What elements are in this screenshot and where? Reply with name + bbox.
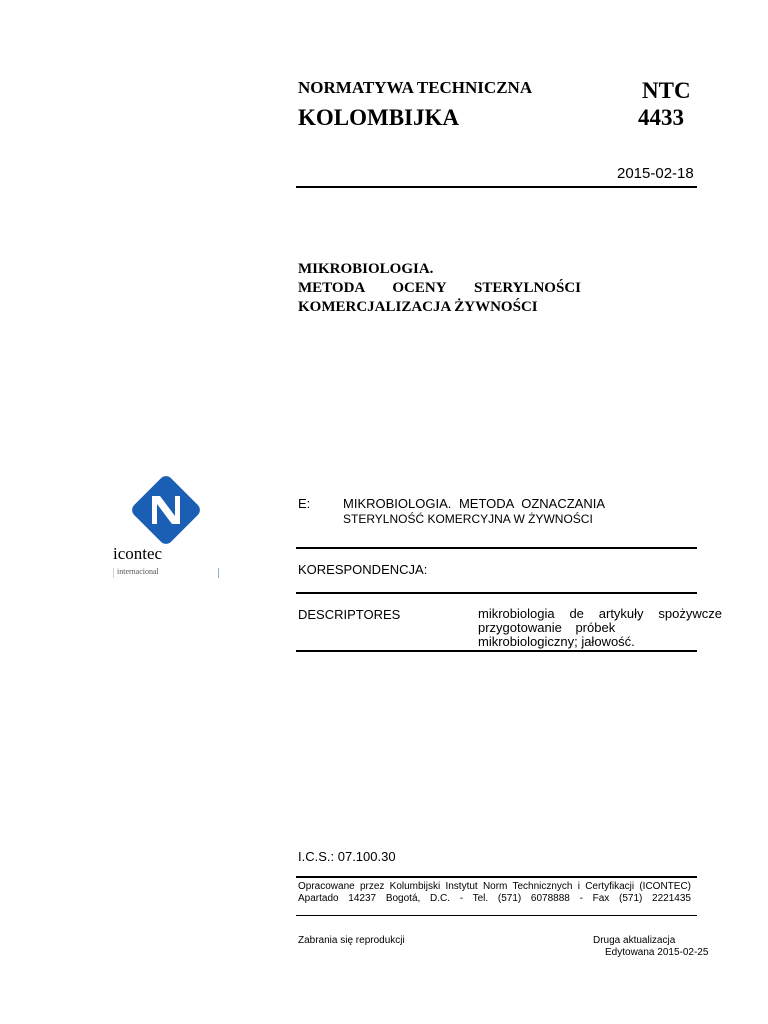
icontec-tagline: internacional: [117, 567, 159, 576]
correspondence-label: KORESPONDENCJA:: [298, 562, 428, 577]
header-divider: [296, 186, 697, 188]
descriptors-line1: mikrobiologia de artykuły spożywcze: [478, 606, 722, 621]
footer-edited: Edytowana 2015-02-25: [605, 947, 709, 958]
title-line3: KOMERCJALIZACJA ŻYWNOŚCI: [298, 299, 538, 315]
publisher-divider: [296, 915, 697, 916]
publisher-line1: Opracowane przez Kolumbijski Instytut Norm Technicznych i Certyfikacji (ICONTEC): [298, 881, 691, 892]
icontec-logo-icon: [130, 474, 202, 546]
standard-code-number: 4433: [638, 105, 684, 130]
ics-divider: [296, 876, 697, 878]
english-title-line1: MIKROBIOLOGIA. METODA OZNACZANIA: [343, 496, 605, 511]
standard-type-line2: KOLOMBIJKA: [298, 105, 460, 130]
standard-code-prefix: NTC: [642, 78, 691, 103]
descriptors-label: DESCRIPTORES: [298, 607, 401, 622]
descriptors-line3: mikrobiologiczny; jałowość.: [478, 634, 635, 649]
standard-type-line1: NORMATYWA TECHNICZNA: [298, 78, 533, 97]
english-title-label: E:: [298, 496, 311, 511]
correspondence-divider: [296, 592, 697, 594]
ics-code: I.C.S.: 07.100.30: [298, 849, 396, 864]
descriptors-line2: przygotowanie próbek: [478, 620, 616, 635]
english-title-line2: STERYLNOŚĆ KOMERCYJNA W ŻYWNOŚCI: [343, 512, 593, 526]
footer-update: Druga aktualizacja: [593, 935, 676, 946]
descriptors-divider: [296, 650, 697, 652]
english-title-divider: [296, 547, 697, 549]
footer-rights: Zabrania się reprodukcji: [298, 935, 405, 946]
icontec-brand: icontec: [113, 544, 163, 563]
publisher-line2: Apartado 14237 Bogotá, D.C. - Tel. (571) 6078888 - Fax (571) 2221435: [298, 893, 691, 904]
title-line1: MIKROBIOLOGIA.: [298, 261, 434, 277]
title-line2: METODA OCENY STERYLNOŚCI: [298, 280, 581, 296]
standard-date: 2015-02-18: [617, 165, 694, 182]
